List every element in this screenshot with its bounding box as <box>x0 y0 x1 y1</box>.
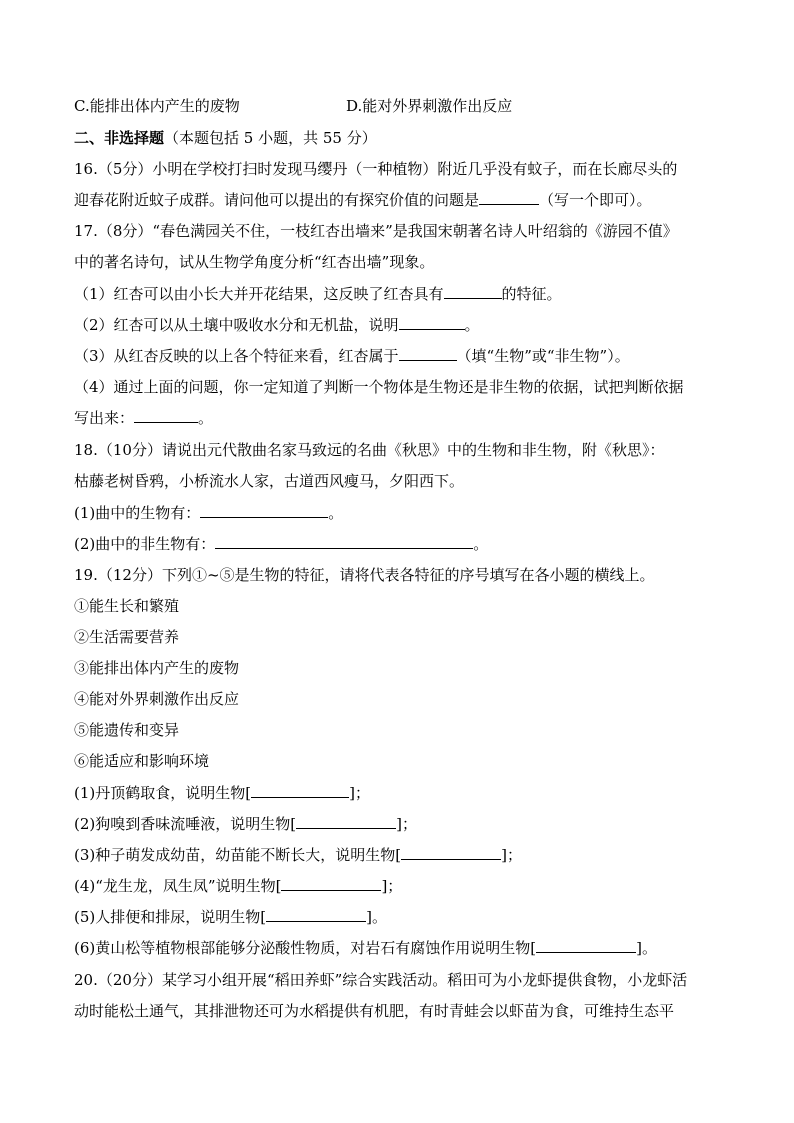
answer-blank[interactable] <box>281 876 381 891</box>
q19-sub-end: ]； <box>349 784 370 802</box>
section-note: （本题包括 5 小题，共 55 分） <box>164 129 377 147</box>
q19-sub-text: (6)黄山松等植物根部能够分泌酸性物质，对岩石有腐蚀作用说明生物[ <box>74 939 537 957</box>
q19-sub3 <box>74 845 522 865</box>
q19-sub-end: ]。 <box>636 939 657 957</box>
q17-sub1-end: 的特征。 <box>501 285 562 303</box>
q19-sub-end: ]。 <box>366 908 387 926</box>
q17-sub1-text: （1）红杏可以由小长大并开花结果，这反映了红杏具有 <box>74 285 444 303</box>
q17-sub4-text: 写出来： <box>74 409 135 427</box>
q20-line1: 20.（20分）某学习小组开展“稻田养虾”综合实践活动。稻田可为小龙虾提供食物，小龙虾活 <box>74 971 688 989</box>
q19-sub-text: (4)“龙生龙，凤生凤”说明生物[ <box>74 877 282 895</box>
answer-blank[interactable] <box>401 845 501 860</box>
q17-sub2-end: 。 <box>464 316 480 334</box>
section-title <box>74 128 377 148</box>
q19-sub6 <box>74 938 657 958</box>
answer-blank[interactable] <box>215 534 473 549</box>
q17-sub3-end: （填“生物”或“非生物”）。 <box>456 347 630 365</box>
q19-sub-end: ]； <box>381 877 403 895</box>
q19-sub2 <box>74 814 417 834</box>
answer-blank[interactable] <box>444 284 502 299</box>
q19-sub5 <box>74 907 387 927</box>
q19-item: ⑥能适应和影响环境 <box>74 752 210 770</box>
q17-sub3 <box>74 346 630 366</box>
q17-sub2 <box>74 315 480 335</box>
q17-sub2-text: （2）红杏可以从土壤中吸收水分和无机盐，说明 <box>74 316 399 334</box>
q18-sub1-end: 。 <box>328 504 344 522</box>
q18-line2: 枯藤老树昏鸦，小桥流水人家，古道西风瘦马，夕阳西下。 <box>74 472 465 490</box>
q17-sub1 <box>74 284 562 304</box>
q17-sub3-text: （3）从红杏反映的以上各个特征来看，红杏属于 <box>74 347 399 365</box>
q18-sub1-text: (1)曲中的生物有： <box>74 504 201 522</box>
section-heading: 二、非选择题 <box>74 129 165 147</box>
q16-text-end: （写一个即可）。 <box>539 191 652 209</box>
q16-text: 迎春花附近蚊子成群。请问他可以提出的有探究价值的问题是 <box>74 191 480 209</box>
q19-line1: 19.（12分）下列①~⑤是生物的特征，请将代表各特征的序号填写在各小题的横线上。 <box>74 566 655 584</box>
q17-line1: 17.（8分）“春色满园关不住，一枝红杏出墙来”是我国宋朝著名诗人叶绍翁的《游园不值》 <box>74 222 678 240</box>
q19-sub4 <box>74 876 402 896</box>
option-c: C.能排出体内产生的废物 <box>74 97 240 115</box>
q19-sub-end: ]； <box>501 846 522 864</box>
answer-blank[interactable] <box>251 783 349 798</box>
option-row <box>74 96 513 116</box>
q19-sub-text: (2)狗嗅到香味流唾液，说明生物[ <box>74 815 297 833</box>
q17-sub4-end: 。 <box>198 409 214 427</box>
q16-line2 <box>74 190 652 210</box>
q19-sub-text: (3)种子萌发成幼苗，幼苗能不断长大，说明生物[ <box>74 846 402 864</box>
q18-sub2-end: 。 <box>473 535 489 553</box>
answer-blank[interactable] <box>134 408 198 423</box>
q17-line2: 中的著名诗句，试从生物学角度分析“红杏出墙”现象。 <box>74 253 435 271</box>
answer-blank[interactable] <box>536 938 636 953</box>
q19-sub1 <box>74 783 370 803</box>
q19-item: ③能排出体内产生的废物 <box>74 659 240 677</box>
q18-sub2-text: (2)曲中的非生物有： <box>74 535 216 553</box>
q20-line2: 动时能松土通气，其排泄物还可为水稻提供有机肥，有时青蛙会以虾苗为食，可维持生态平 <box>74 1002 675 1020</box>
q19-item: ④能对外界刺激作出反应 <box>74 690 240 708</box>
q18-line1: 18.（10分）请说出元代散曲名家马致远的名曲《秋思》中的生物和非生物，附《秋思》： <box>74 441 665 459</box>
answer-blank[interactable] <box>296 814 396 829</box>
q18-sub1 <box>74 503 343 523</box>
answer-blank[interactable] <box>399 315 465 330</box>
q16-line1: 16.（5分）小明在学校打扫时发现马缨丹（一种植物）附近几乎没有蚊子，而在长廊尽头的 <box>74 160 678 178</box>
q17-sub4-line2 <box>74 408 213 428</box>
q18-sub2 <box>74 534 488 554</box>
answer-blank[interactable] <box>479 190 539 205</box>
q19-sub-text: (1)丹顶鹤取食，说明生物[ <box>74 784 252 802</box>
option-d: D.能对外界刺激作出反应 <box>346 97 513 115</box>
q19-sub-text: (5)人排便和排尿，说明生物[ <box>74 908 267 926</box>
q19-item: ⑤能遗传和变异 <box>74 721 180 739</box>
answer-blank[interactable] <box>200 503 328 518</box>
q17-sub4-line1: （4）通过上面的问题，你一定知道了判断一个物体是生物还是非生物的依据，试把判断依据 <box>74 378 684 396</box>
answer-blank[interactable] <box>266 907 366 922</box>
q19-sub-end: ]； <box>396 815 417 833</box>
q19-item: ②生活需要营养 <box>74 628 180 646</box>
answer-blank[interactable] <box>399 346 457 361</box>
q19-item: ①能生长和繁殖 <box>74 597 180 615</box>
